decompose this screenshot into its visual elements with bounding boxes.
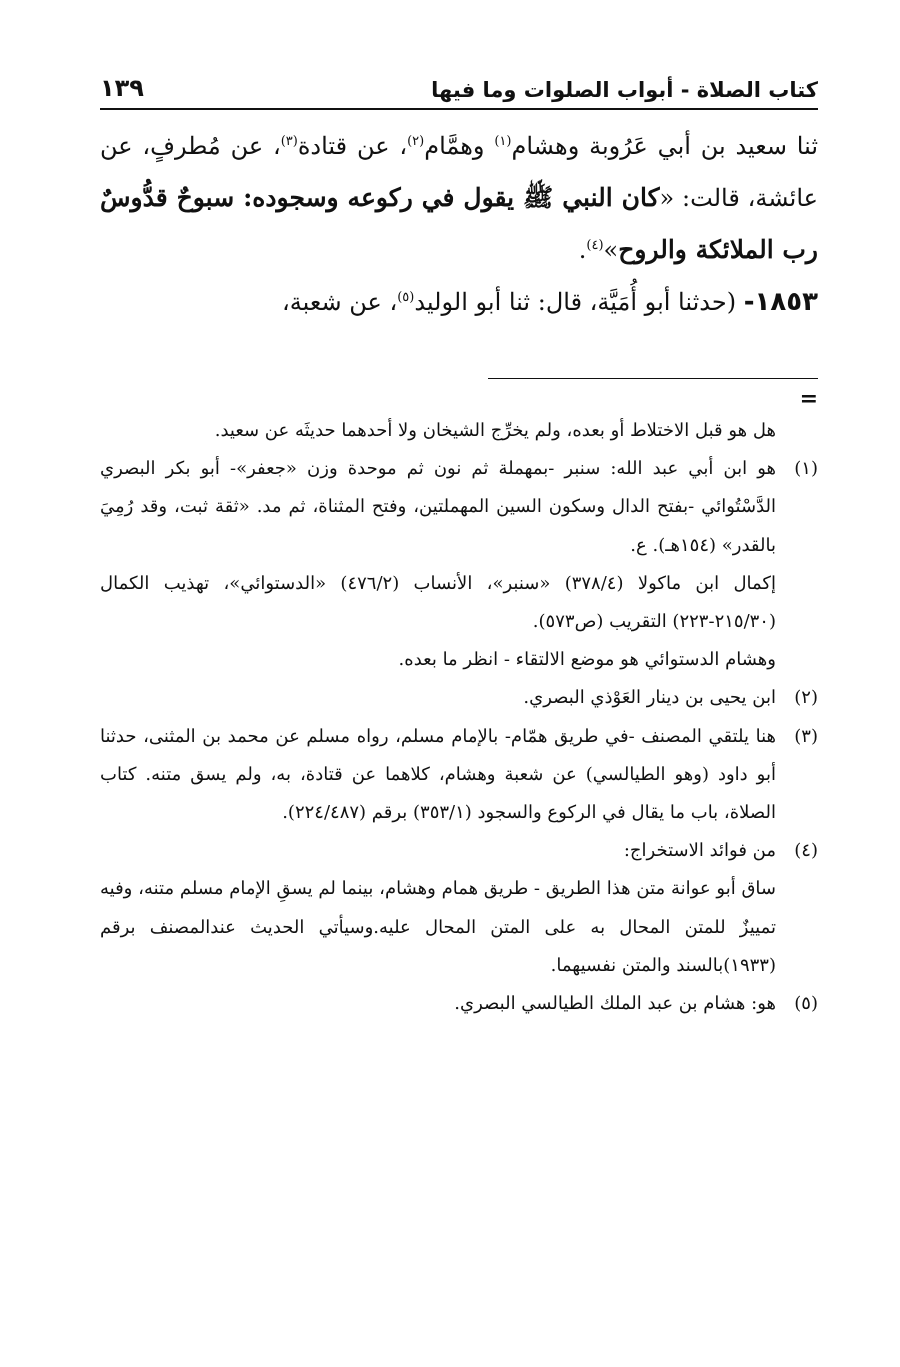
footnote-number: (١)	[794, 458, 818, 480]
text-run: ، عن قتادة	[297, 132, 408, 160]
footnotes	[100, 412, 818, 1023]
hadith-text: كان النبي ﷺ يقول في ركوعه وسجوده: سبوحٌ قدُّوسٌ رب الملائكة والروح	[100, 183, 818, 264]
main-text	[100, 120, 818, 328]
footnote-number: (٣)	[794, 725, 818, 747]
footnote-marker: (٤)	[586, 238, 604, 253]
footnote-2	[100, 679, 818, 717]
text-run: ، عن شعبة،	[282, 288, 398, 316]
continuation-mark: =	[799, 386, 818, 412]
footnote-separator	[488, 378, 818, 379]
footnote-1-note: وهشام الدستوائي هو موضع الالتقاء - انظر ما بعده.	[398, 649, 776, 671]
header-rule	[100, 108, 818, 110]
footnote-continuation: هل هو قبل الاختلاط أو بعده، ولم يخرِّج الشيخان ولا أحدهما حديثَه عن سعيد.	[214, 420, 776, 441]
page-header	[100, 68, 818, 102]
hadith-number: ١٨٥٣-	[743, 287, 818, 317]
footnote-text: هنا يلتقي المصنف -في طريق همّام- بالإمام مسلم، رواه مسلم عن محمد بن المثنى، حدثنا أبو داود (وهو الطيالسي) عن شعبة وهشام، كلاهما عن قتادة، به، ولم يسق متنه. كتاب الصلاة، باب ما يقال في الركوع والسجود (٣٥٣/١) برقم (٢٢٤/٤٨٧).	[100, 725, 776, 824]
footnote-5	[100, 985, 818, 1023]
footnote-1	[100, 450, 818, 565]
footnote-text: ابن يحيى بن دينار العَوْذي البصري.	[523, 687, 776, 709]
text-run: »	[603, 236, 619, 264]
text-run: وهمَّام	[424, 132, 495, 160]
page-number: ١٣٩	[100, 74, 144, 102]
running-title: كتاب الصلاة - أبواب الصلوات وما فيها	[431, 78, 818, 102]
footnote-marker: (٣)	[280, 134, 298, 149]
footnote-1-sources: إكمال ابن ماكولا (٣٧٨/٤) «سنبر»، الأنساب (٤٧٦/٢) «الدستوائي»، تهذيب الكمال (٢١٥/٣٠-٢٢٣) التقريب (ص٥٧٣).	[100, 572, 776, 633]
text-run: ، عن مُطرفٍ، عن عائشة، قالت: «	[100, 132, 818, 212]
main-paragraph-1	[100, 120, 818, 276]
footnote-marker: (٢)	[407, 134, 425, 149]
main-paragraph-2	[100, 276, 818, 328]
footnote-number: (٤)	[794, 840, 818, 862]
text-run: ثنا سعيد بن أبي عَرُوبة وهشام	[511, 132, 819, 160]
footnote-number: (٢)	[794, 687, 818, 709]
footnote-4	[100, 832, 818, 870]
footnote-text: من فوائد الاستخراج:	[623, 840, 776, 862]
footnote-marker: (٥)	[397, 290, 415, 305]
footnote-text: هو ابن أبي عبد الله: سنبر -بمهملة ثم نون ثم موحدة وزن «جعفر»- أبو بكر البصري الدَّسْتُوائي -بفتح الدال وسكون السين المهملتين، وفتح المثناة، ثم مد. «ثقة ثبت، وقد رُمِيَ بالقدر» (١٥٤هـ). ع.	[100, 458, 776, 556]
footnote-marker: (١)	[494, 134, 512, 149]
text-run: .	[578, 236, 587, 264]
text-run: (حدثنا أبو أُمَيَّة، قال: ثنا أبو الوليد	[414, 288, 744, 316]
footnote-number: (٥)	[794, 993, 818, 1015]
footnote-3	[100, 718, 818, 833]
footnote-4-body: ساق أبو عوانة متن هذا الطريق - طريق همام وهشام، بينما لم يسقِ الإمام مسلم متنه، وفيه تمييزٌ للمتن المحال به على المتن المحال عليه.وسيأتي الحديث عندالمصنف برقم (١٩٣٣)بالسند والمتن نفسيهما.	[100, 878, 776, 976]
footnote-text: هو: هشام بن عبد الملك الطيالسي البصري.	[454, 993, 776, 1015]
